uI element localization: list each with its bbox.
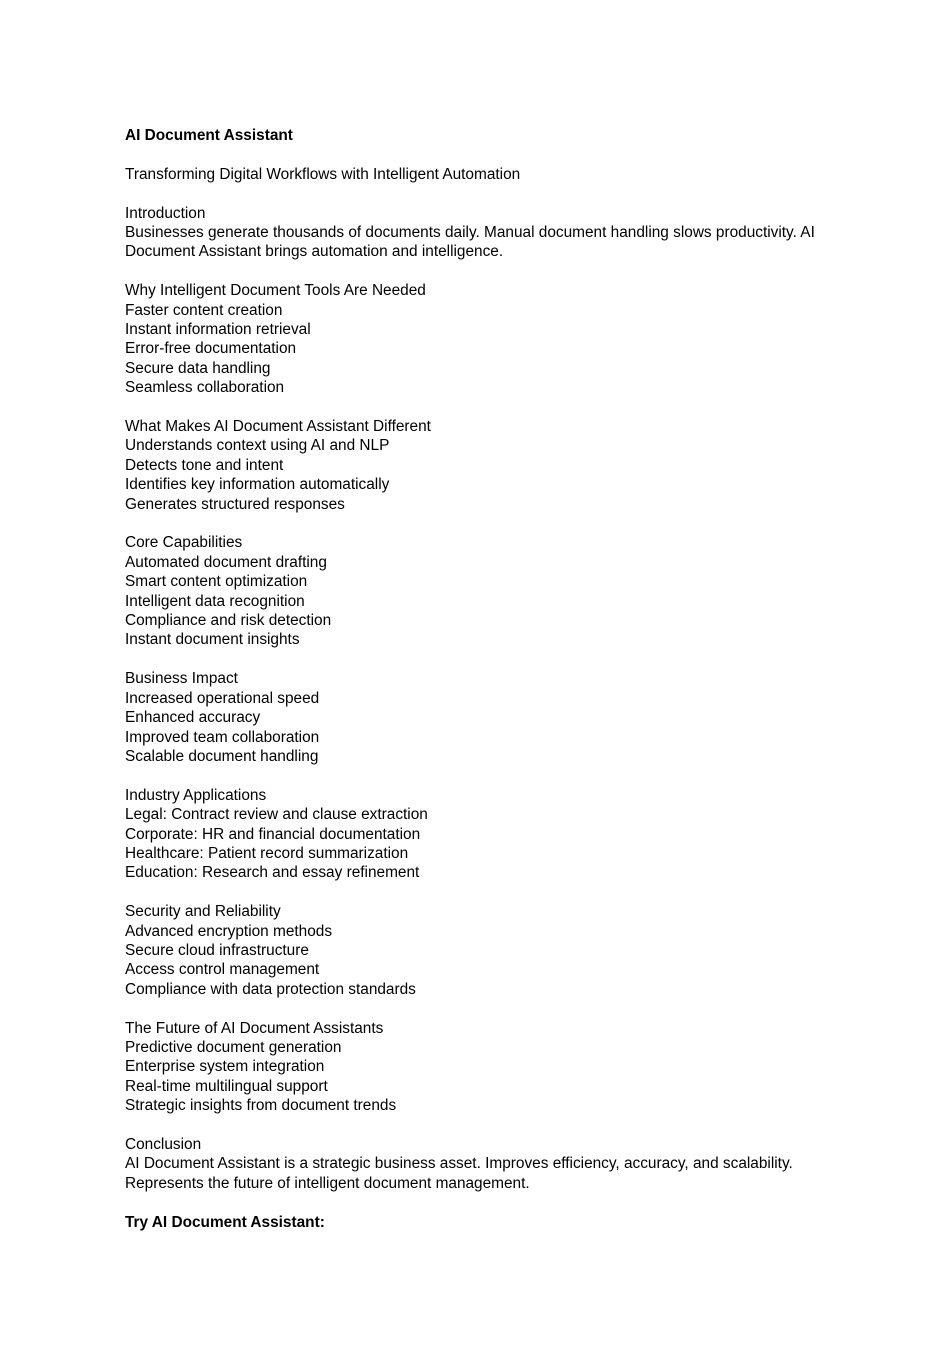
- section-heading: The Future of AI Document Assistants: [125, 1019, 384, 1037]
- section-why-needed: [125, 281, 835, 397]
- section-heading: Conclusion: [125, 1135, 202, 1153]
- section-differentiators: [125, 417, 835, 514]
- section-line: Secure data handling: [125, 359, 271, 377]
- section-line: Legal: Contract review and clause extraction: [125, 806, 428, 824]
- section-introduction: [125, 204, 835, 262]
- section-line: Intelligent data recognition: [125, 592, 305, 610]
- section-line: Error-free documentation: [125, 340, 297, 358]
- section-line: Generates structured responses: [125, 495, 345, 513]
- section-future: [125, 1019, 835, 1116]
- section-line: Instant document insights: [125, 631, 300, 649]
- section-line: Detects tone and intent: [125, 456, 284, 474]
- section-line: Compliance and risk detection: [125, 612, 332, 630]
- section-core-capabilities: [125, 533, 835, 649]
- section-line: Faster content creation: [125, 301, 283, 319]
- section-conclusion: [125, 1135, 835, 1193]
- section-heading: Introduction: [125, 204, 206, 222]
- section-heading: What Makes AI Document Assistant Different: [125, 418, 431, 436]
- section-business-impact: [125, 669, 835, 766]
- document-body: [125, 126, 835, 1232]
- section-paragraph: Businesses generate thousands of documents daily. Manual document handling slows productivity. AI Document Assistant brings automation and intelligence.: [125, 224, 815, 261]
- section-line: Instant information retrieval: [125, 321, 311, 339]
- section-line: Real-time multilingual support: [125, 1077, 328, 1095]
- section-line: Identifies key information automatically: [125, 476, 390, 494]
- section-heading: Industry Applications: [125, 786, 267, 804]
- section-line: Understands context using AI and NLP: [125, 437, 390, 455]
- section-line: Compliance with data protection standards: [125, 980, 416, 998]
- section-paragraph: AI Document Assistant is a strategic business asset. Improves efficiency, accuracy, and scalability. Represents the future of intelligent document management.: [125, 1155, 793, 1192]
- section-line: Corporate: HR and financial documentation: [125, 825, 421, 843]
- section-heading: Core Capabilities: [125, 534, 243, 552]
- section-line: Scalable document handling: [125, 747, 319, 765]
- section-line: Increased operational speed: [125, 689, 320, 707]
- section-line: Automated document drafting: [125, 553, 327, 571]
- section-line: Access control management: [125, 961, 320, 979]
- section-line: Secure cloud infrastructure: [125, 941, 309, 959]
- section-line: Strategic insights from document trends: [125, 1097, 397, 1115]
- section-security-reliability: [125, 902, 835, 999]
- section-industry-applications: [125, 786, 835, 883]
- section-line: Education: Research and essay refinement: [125, 864, 420, 882]
- section-heading: Security and Reliability: [125, 903, 281, 921]
- section-line: Advanced encryption methods: [125, 922, 333, 940]
- closing-cta: Try AI Document Assistant:: [125, 1213, 325, 1231]
- section-line: Enterprise system integration: [125, 1058, 325, 1076]
- section-heading: Why Intelligent Document Tools Are Needed: [125, 282, 426, 300]
- section-heading: Business Impact: [125, 670, 238, 688]
- section-line: Improved team collaboration: [125, 728, 320, 746]
- document-title: AI Document Assistant: [125, 127, 293, 144]
- section-line: Enhanced accuracy: [125, 709, 261, 727]
- document-subtitle: Transforming Digital Workflows with Intelligent Automation: [125, 165, 521, 183]
- section-line: Smart content optimization: [125, 573, 308, 591]
- section-line: Predictive document generation: [125, 1038, 342, 1056]
- section-line: Seamless collaboration: [125, 379, 285, 397]
- section-line: Healthcare: Patient record summarization: [125, 844, 409, 862]
